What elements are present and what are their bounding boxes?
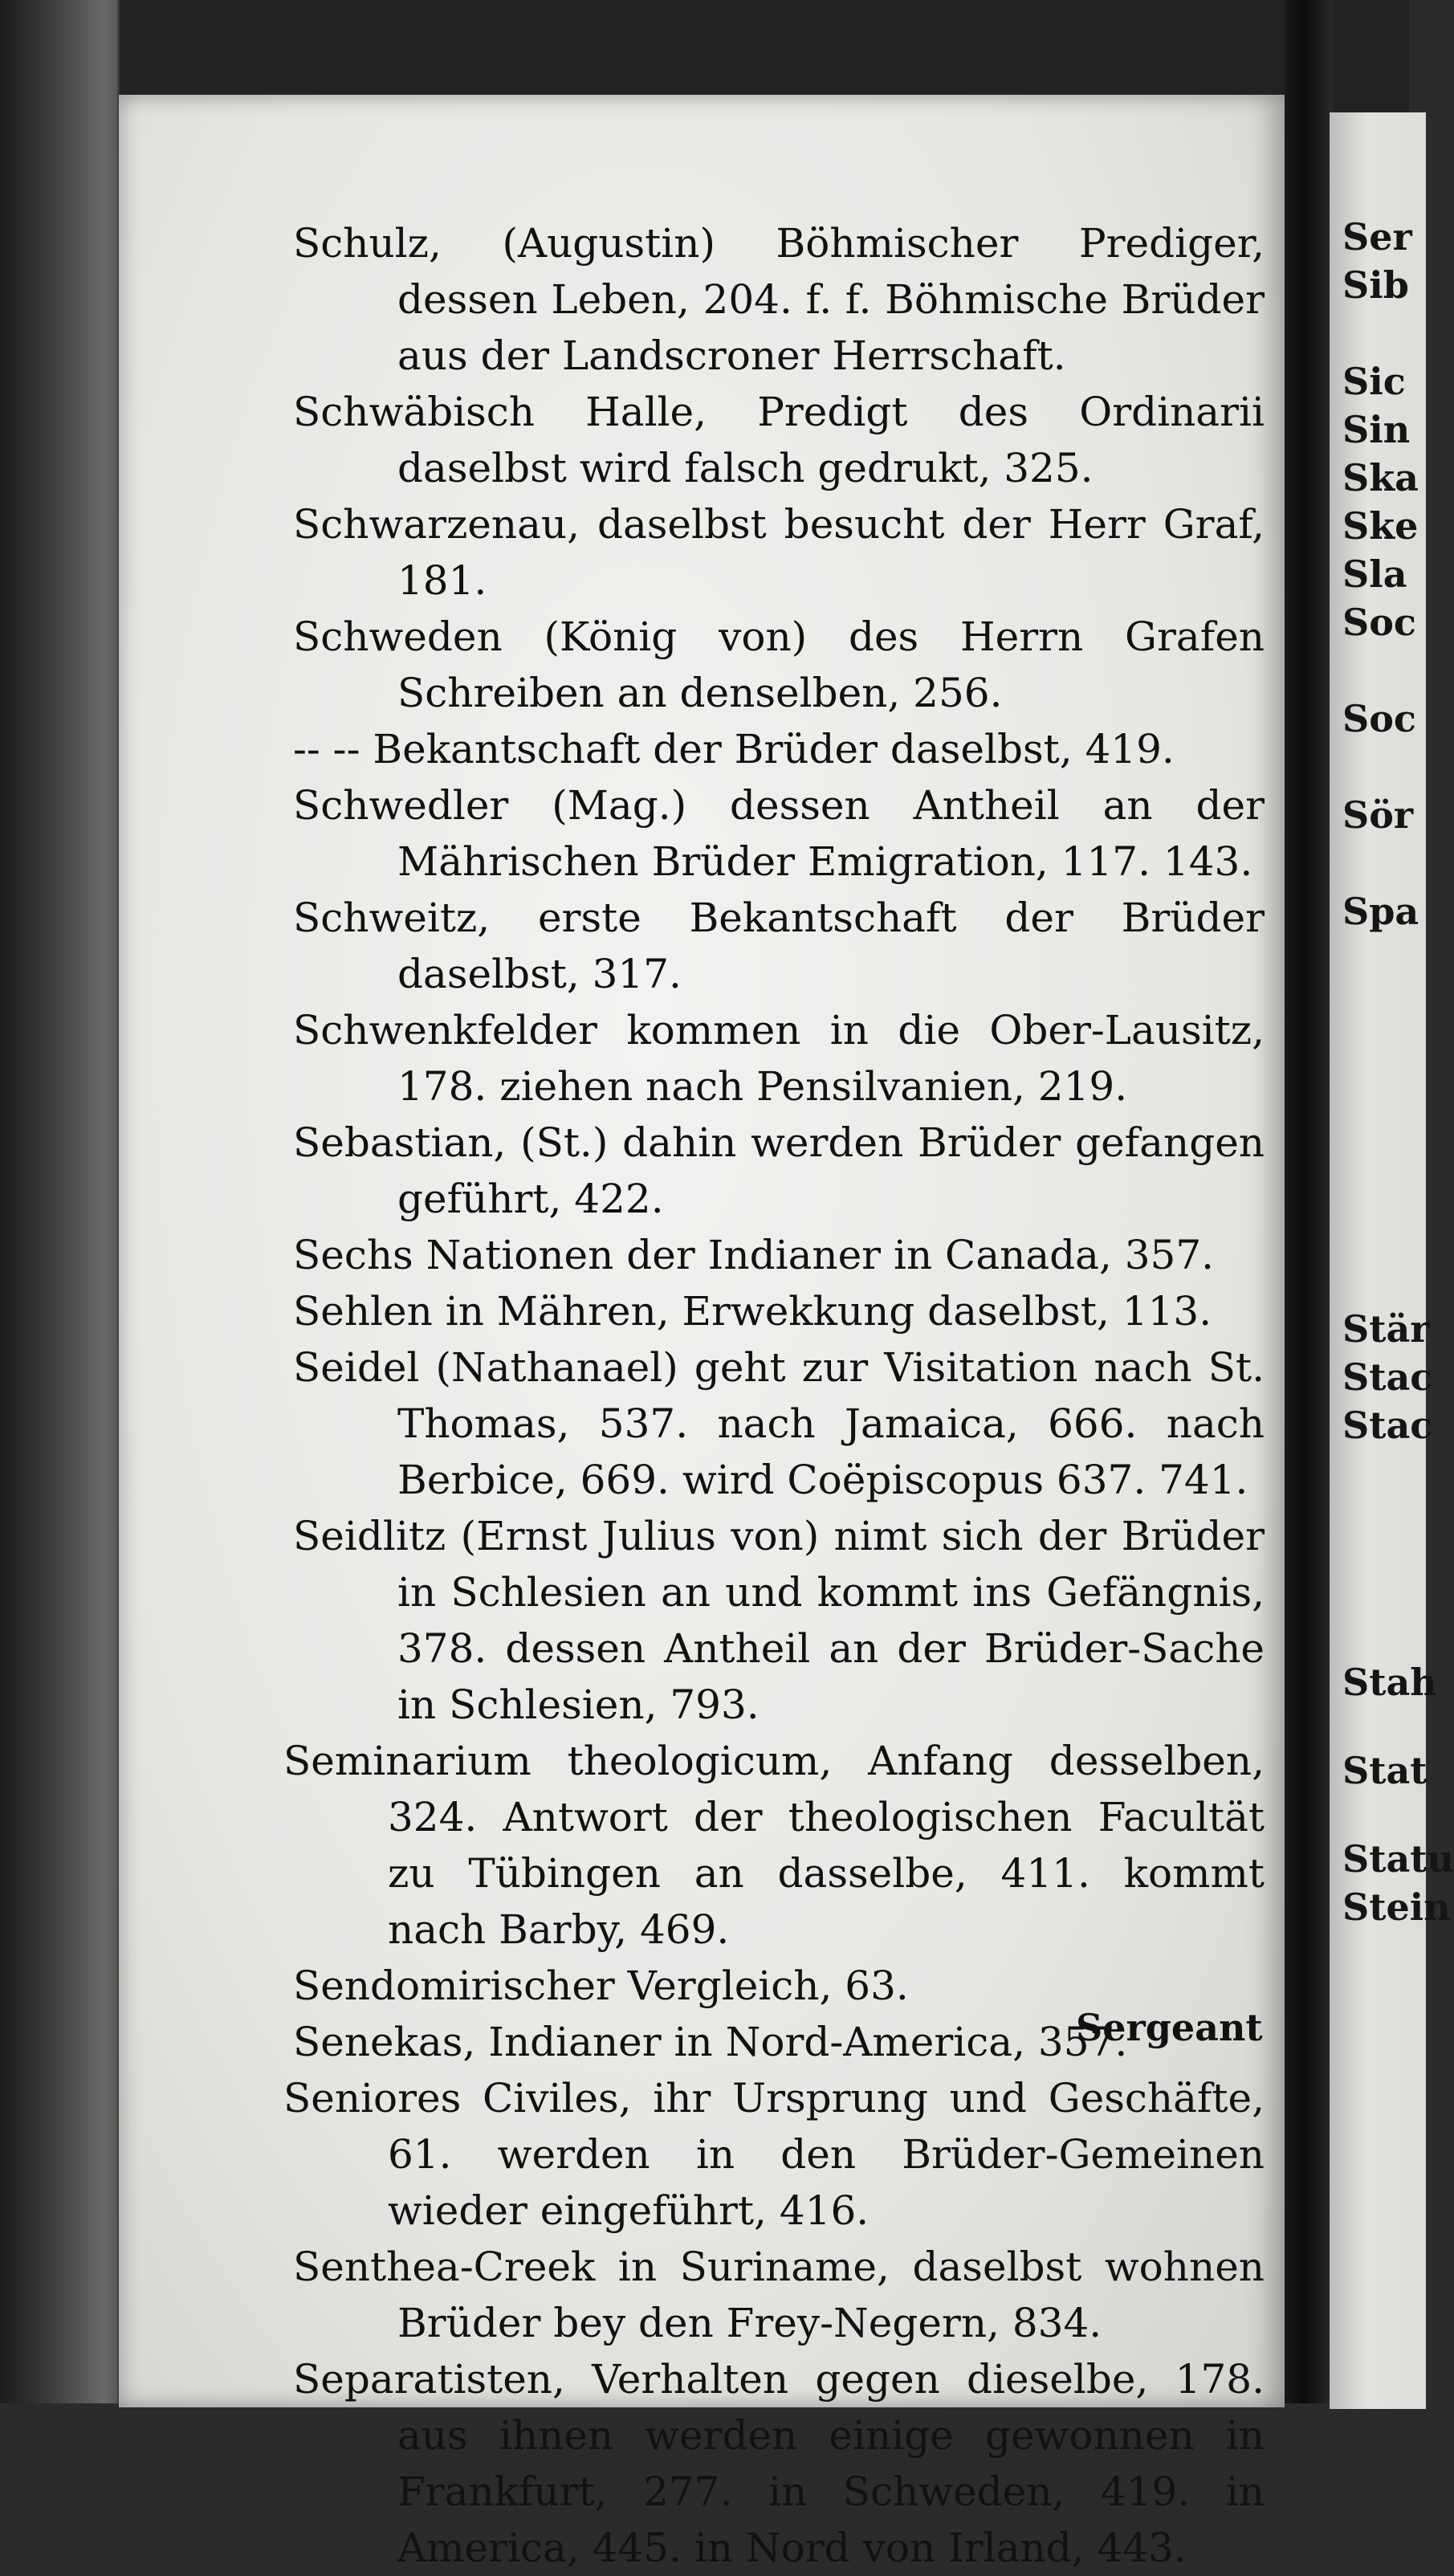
right-page-fragment: Stac: [1342, 1355, 1433, 1399]
right-page-fragment: Spa: [1342, 890, 1419, 933]
index-entry: Sendomirischer Vergleich, 63.: [293, 1963, 909, 2009]
index-entry: Seidel (Nathanael) geht zur Visitation nach St. Thomas, 537. nach Jamaica, 666. nach Berbice, 669. wird Coëpiscopus 637. 741.: [293, 1344, 1265, 1503]
index-entry: Schulz, (Augustin) Böhmischer Prediger, dessen Leben, 204. f. f. Böhmische Brüder aus der Landscroner Herrschaft.: [293, 220, 1265, 379]
right-page-fragment: Ske: [1342, 504, 1419, 548]
index-entry: Senekas, Indianer in Nord-America, 357.: [293, 2019, 1128, 2065]
index-entry: Sebastian, (St.) dahin werden Brüder gefangen geführt, 422.: [293, 1119, 1265, 1222]
right-page-fragment: Stat: [1342, 1749, 1428, 1792]
index-entry: Schweitz, erste Bekantschaft der Brüder daselbst, 317.: [293, 895, 1265, 997]
index-entries: [283, 215, 1265, 2576]
right-page-fragment: Statu: [1342, 1837, 1454, 1881]
right-page-fragment: Soc: [1342, 601, 1416, 644]
index-entry: Sechs Nationen der Indianer in Canada, 357.: [293, 1232, 1215, 1278]
right-page-fragment: Stah: [1342, 1661, 1437, 1704]
index-entry: Schwedler (Mag.) dessen Antheil an der Mährischen Brüder Emigration, 117. 143.: [293, 782, 1265, 885]
right-page-fragment: Soc: [1342, 697, 1416, 740]
right-page-fragment: Ska: [1342, 456, 1419, 499]
index-entry: Schwäbisch Halle, Predigt des Ordinarii daselbst wird falsch gedrukt, 325.: [293, 389, 1265, 491]
index-entry: Separatisten, Verhalten gegen dieselbe, 178. aus ihnen werden einige gewonnen in Frankfurt, 277. in Schweden, 419. in America, 445. in Nord von Irland, 443.: [293, 2356, 1265, 2571]
index-entry: Seminarium theologicum, Anfang desselben, 324. Antwort der theologischen Facultät zu Tübingen an dasselbe, 411. kommt nach Barby, 469.: [283, 1738, 1265, 1953]
catchword: Sergeant: [1076, 2006, 1263, 2049]
right-page-fragment: Sin: [1342, 408, 1411, 451]
right-page-fragment: Stac: [1342, 1404, 1433, 1447]
index-entry: Seniores Civiles, ihr Ursprung und Geschäfte, 61. werden in den Brüder-Gemeinen wieder eingeführt, 416.: [283, 2075, 1265, 2234]
right-page-fragment: Sla: [1342, 552, 1407, 596]
right-page-fragment: Stär: [1342, 1307, 1430, 1351]
index-entry: Sehlen in Mähren, Erwekkung daselbst, 113.: [293, 1288, 1212, 1335]
book-gutter: [1285, 0, 1333, 2403]
right-page-fragment: Sib: [1342, 263, 1409, 307]
index-entry: Senthea-Creek in Suriname, daselbst wohnen Brüder bey den Frey-Negern, 834.: [293, 2244, 1265, 2346]
index-entry: -- -- Bekantschaft der Brüder daselbst, 419.: [293, 726, 1175, 772]
index-entry: Schwenkfelder kommen in die Ober-Lausitz, 178. ziehen nach Pensilvanien, 219.: [293, 1007, 1265, 1110]
index-entry: Schwarzenau, daselbst besucht der Herr Graf, 181.: [293, 501, 1265, 604]
index-entry: Seidlitz (Ernst Julius von) nimt sich der Brüder in Schlesien an und kommt ins Gefängnis, 378. dessen Antheil an der Brüder-Sache in Schlesien, 793.: [293, 1513, 1265, 1728]
right-page-fragment: Ser: [1342, 215, 1412, 259]
right-page-fragment: Sic: [1342, 360, 1406, 403]
right-page-fragment: Sör: [1342, 793, 1414, 837]
right-page-fragment: Stein: [1342, 1885, 1451, 1929]
index-entry: Schweden (König von) des Herrn Grafen Schreiben an denselben, 256.: [293, 613, 1265, 716]
